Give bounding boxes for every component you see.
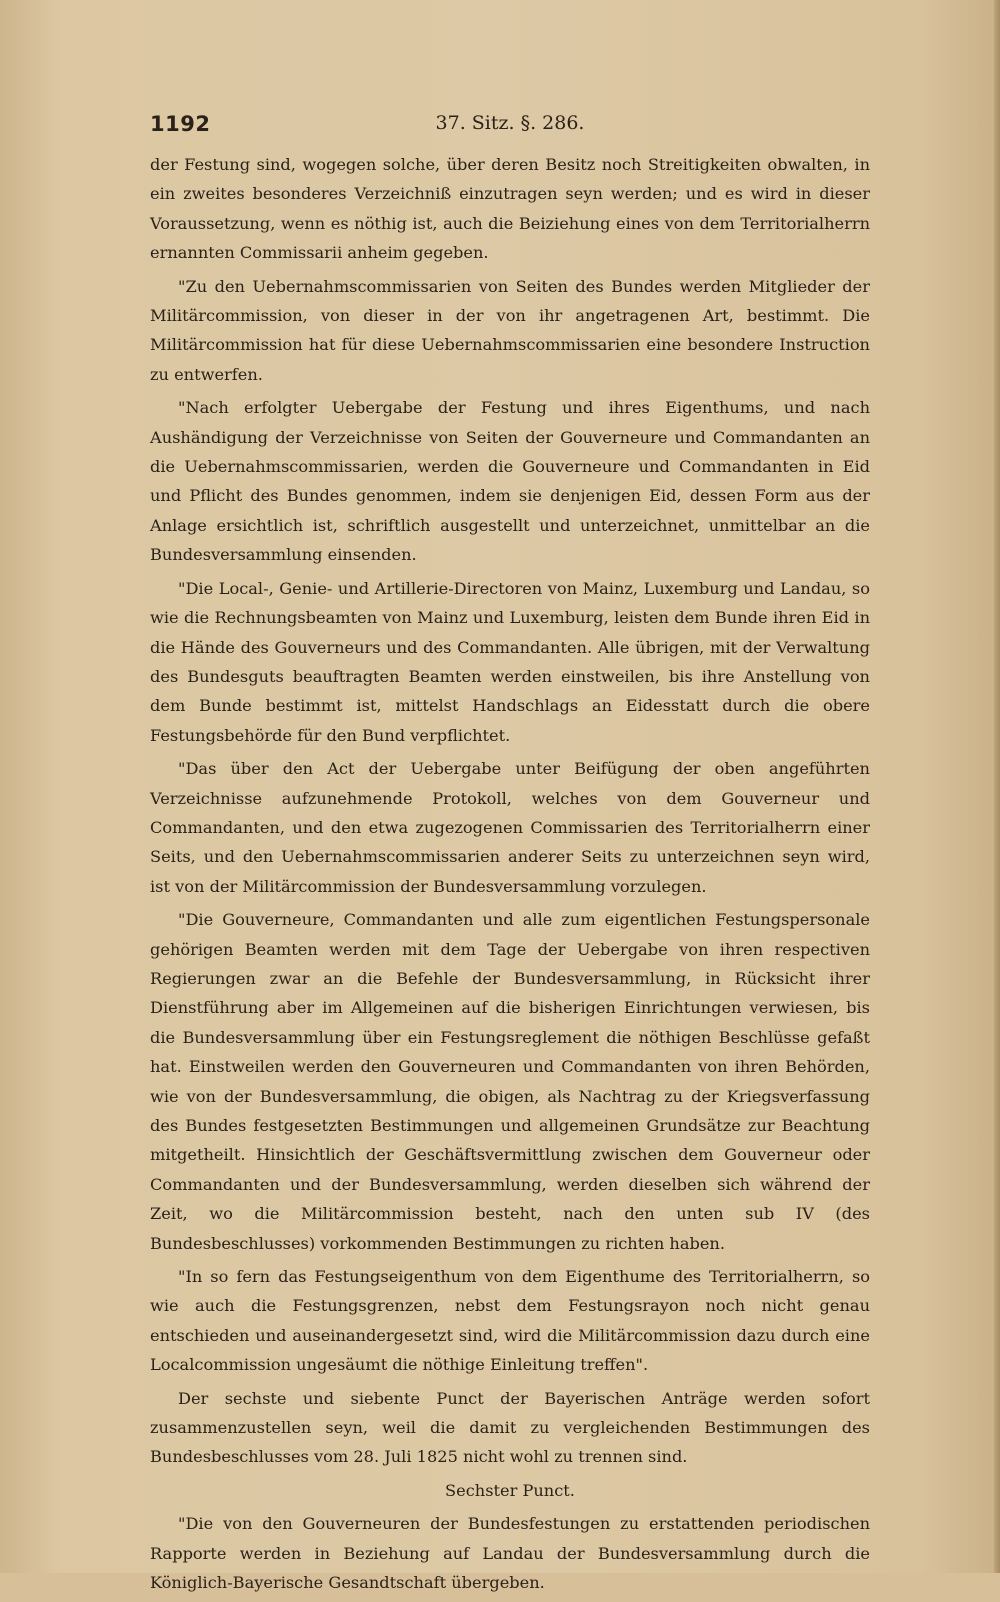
- body-text: [150, 150, 870, 1602]
- section-heading: Sechster Punct.: [445, 1480, 575, 1500]
- paragraph: "Nach erfolgter Uebergabe der Festung und ihres Eigenthums, und nach Aushändigung der Verzeichnisse von Seiten der Gouverneure und Commandanten an die Uebernahmscommissarien, werden die Gouverneure und Commandanten in Eid und Pflicht des Bundes genommen, indem sie denjenigen Eid, dessen Form aus der Anlage ersichtlich ist, schriftlich ausgestellt und unterzeichnet, unmittelbar an die Bundesversammlung einsenden.: [150, 398, 870, 565]
- page-header: [150, 112, 870, 142]
- paragraph: "In so fern das Festungseigenthum von dem Eigenthume des Territorialherrn, so wie auch die Festungsgrenzen, nebst dem Festungsrayon noch nicht genau entschieden und auseinandergesetzt sind, wird die Militärcommission dazu durch eine Localcommission ungesäumt die nöthige Einleitung treffen".: [150, 1267, 870, 1375]
- page-edge: [994, 0, 1000, 1573]
- page-number: 1192: [150, 112, 211, 136]
- paragraph: "Zu den Uebernahmscommissarien von Seiten des Bundes werden Mitglieder der Militärcommission, von dieser in der von ihr angetragenen Art, bestimmt. Die Militärcommission hat für diese Uebernahmscommissarien eine besondere Instruction zu entwerfen.: [150, 276, 870, 384]
- paragraph: "Die Local-, Genie- und Artillerie-Directoren von Mainz, Luxemburg und Landau, so wie die Rechnungsbeamten von Mainz und Luxemburg, leisten dem Bunde ihren Eid in die Hände des Gouverneurs und des Commandanten. Alle übrigen, mit der Verwaltung des Bundesguts beauftragten Beamten werden einstweilen, bis ihre Anstellung von dem Bunde bestimmt ist, mittelst Handschlags an Eidesstatt durch die obere Festungsbehörde für den Bund verpflichtet.: [150, 578, 870, 745]
- paragraph: Der sechste und siebente Punct der Bayerischen Anträge werden sofort zusammenzustellen seyn, weil die damit zu vergleichenden Bestimmungen des Bundesbeschlusses vom 28. Juli 1825 nicht wohl zu trennen sind.: [150, 1388, 870, 1467]
- running-head: 37. Sitz. §. 286.: [435, 112, 585, 134]
- paragraph: "Das über den Act der Uebergabe unter Beifügung der oben angeführten Verzeichnisse aufzunehmende Protokoll, welches von dem Gouverneur und Commandanten, und den etwa zugezogenen Commissarien des Territorialherrn einer Seits, und den Uebernahmscommissarien anderer Seits zu unterzeichnen seyn wird, ist von der Militärcommission der Bundesversammlung vorzulegen.: [150, 759, 870, 896]
- paragraph: "Die Gouverneure, Commandanten und alle zum eigentlichen Festungspersonale gehörigen Beamten werden mit dem Tage der Uebergabe von ihren respectiven Regierungen zwar an die Befehle der Bundesversammlung, in Rücksicht ihrer Dienstführung aber im Allgemeinen auf die bisherigen Einrichtungen verwiesen, bis die Bundesversammlung über ein Festungsreglement die nöthigen Beschlüsse gefaßt hat. Einstweilen werden den Gouverneuren und Commandanten von ihren Behörden, wie von der Bundesversammlung, die obigen, als Nachtrag zu der Kriegsverfassung des Bundes festgesetzten Bestimmungen und allgemeinen Grundsätze zur Beachtung mitgetheilt. Hinsichtlich der Geschäftsvermittlung zwischen dem Gouverneur oder Commandanten und der Bundesversammlung, werden dieselben sich während der Zeit, wo die Militärcommission besteht, nach den unten sub IV (des Bundesbeschlusses) vorkommenden Bestimmungen zu richten haben.: [150, 910, 870, 1253]
- paragraph: der Festung sind, wogegen solche, über deren Besitz noch Streitigkeiten obwalten, in ein zweites besonderes Verzeichniß einzutragen seyn werden; und es wird in dieser Voraussetzung, wenn es nöthig ist, auch die Beiziehung eines von dem Territorialherrn ernannten Commissarii anheim gegeben.: [150, 155, 870, 263]
- paragraph: "Die von den Gouverneuren der Bundesfestungen zu erstattenden periodischen Rapporte werden in Beziehung auf Landau der Bundesversammlung durch die Königlich-Bayerische Gesandtschaft übergeben.: [150, 1514, 870, 1593]
